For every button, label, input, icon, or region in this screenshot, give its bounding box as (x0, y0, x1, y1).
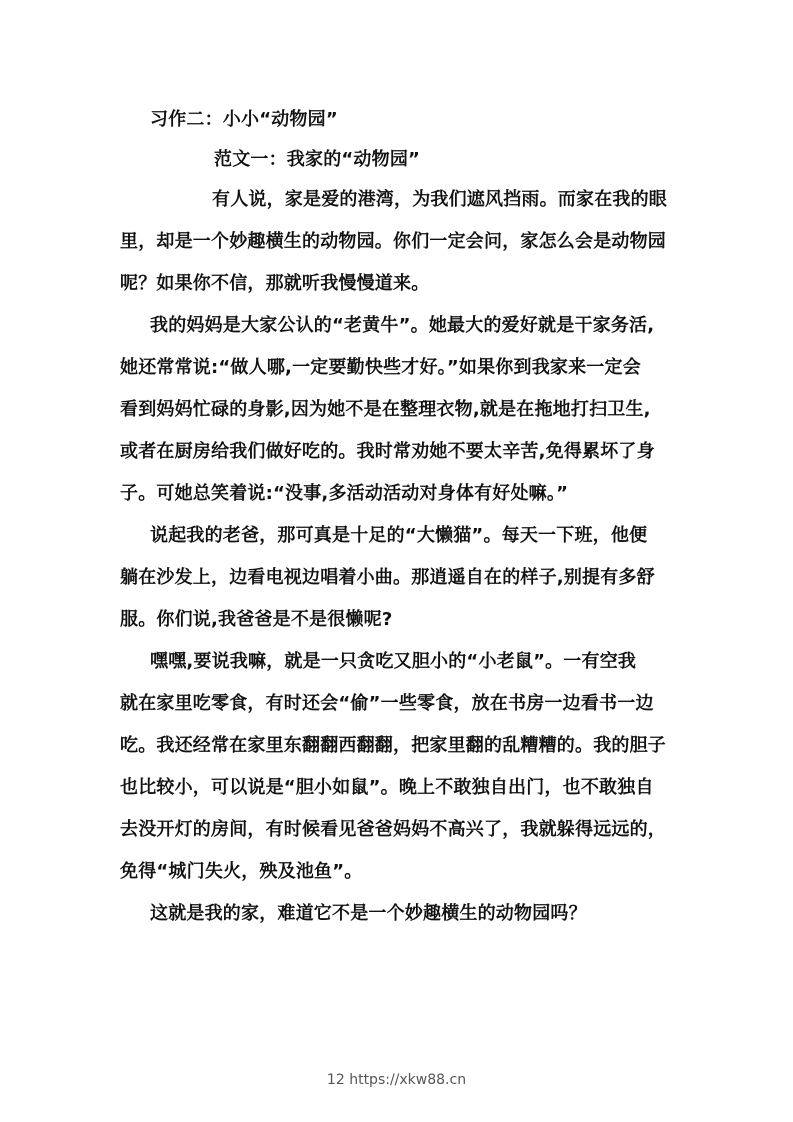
essay-section-title: 习作二：小小“动物园” (150, 109, 338, 130)
paragraph-4-line-6: 免得“城门失火，殃及池鱼”。 (120, 861, 363, 882)
paragraph-2-line-2: 她还常常说:“做人哪,一定要勤快些才好。”如果你到我家来一定会 (120, 357, 641, 378)
paragraph-3-line-1: 说起我的老爸，那可真是十足的“大懒猫”。每天一下班，他便 (150, 525, 648, 546)
essay-title: 范文一：我家的“动物园” (214, 149, 421, 170)
paragraph-1-line-3: 呢？如果你不信，那就听我慢慢道来。 (120, 273, 430, 294)
footer-url[interactable]: https://xkw88.cn (349, 1072, 467, 1088)
paragraph-4-line-3: 吃。我还经常在家里东翻翻西翻翻，把家里翻的乱糟糟的。我的胆子 (120, 735, 666, 756)
paragraph-2-line-1: 我的妈妈是大家公认的“老黄牛”。她最大的爱好就是干家务活, (150, 315, 655, 336)
paragraph-3-line-3: 服。你们说,我爸爸是不是很懒呢? (120, 609, 393, 630)
paragraph-2-line-4: 或者在厨房给我们做好吃的。我时常劝她不要太辛苦,免得累坏了身 (120, 441, 655, 462)
paragraph-5-line-1: 这就是我的家，难道它不是一个妙趣横生的动物园吗？ (150, 903, 587, 924)
paragraph-2-line-5: 子。可她总笑着说:“没事,多活动活动对身体有好处嘛。” (120, 483, 569, 504)
paragraph-1-line-1: 有人说，家是爱的港湾，为我们遮风挡雨。而家在我的眼 (212, 189, 667, 210)
page-footer (0, 1070, 793, 1090)
paragraph-4-line-2: 就在家里吃零食，有时还会“偷”一些零食，放在书房一边看书一边 (120, 693, 654, 714)
paragraph-3-line-2: 躺在沙发上，边看电视边唱着小曲。那逍遥自在的样子,别提有多舒 (120, 567, 655, 588)
paragraph-1-line-2: 里，却是一个妙趣横生的动物园。你们一定会问，家怎么会是动物园 (120, 231, 666, 252)
paragraph-4-line-1: 嘿嘿,要说我嘛，就是一只贪吃又胆小的“小老鼠”。一有空我 (150, 651, 637, 672)
page-number: 12 (326, 1072, 345, 1088)
paragraph-4-line-4: 也比较小，可以说是“胆小如鼠”。晚上不敢独自出门，也不敢独自 (120, 777, 654, 798)
paragraph-4-line-5: 去没开灯的房间，有时候看见爸爸妈妈不高兴了，我就躲得远远的， (120, 819, 666, 840)
paragraph-2-line-3: 看到妈妈忙碌的身影,因为她不是在整理衣物,就是在拖地打扫卫生, (120, 399, 651, 420)
